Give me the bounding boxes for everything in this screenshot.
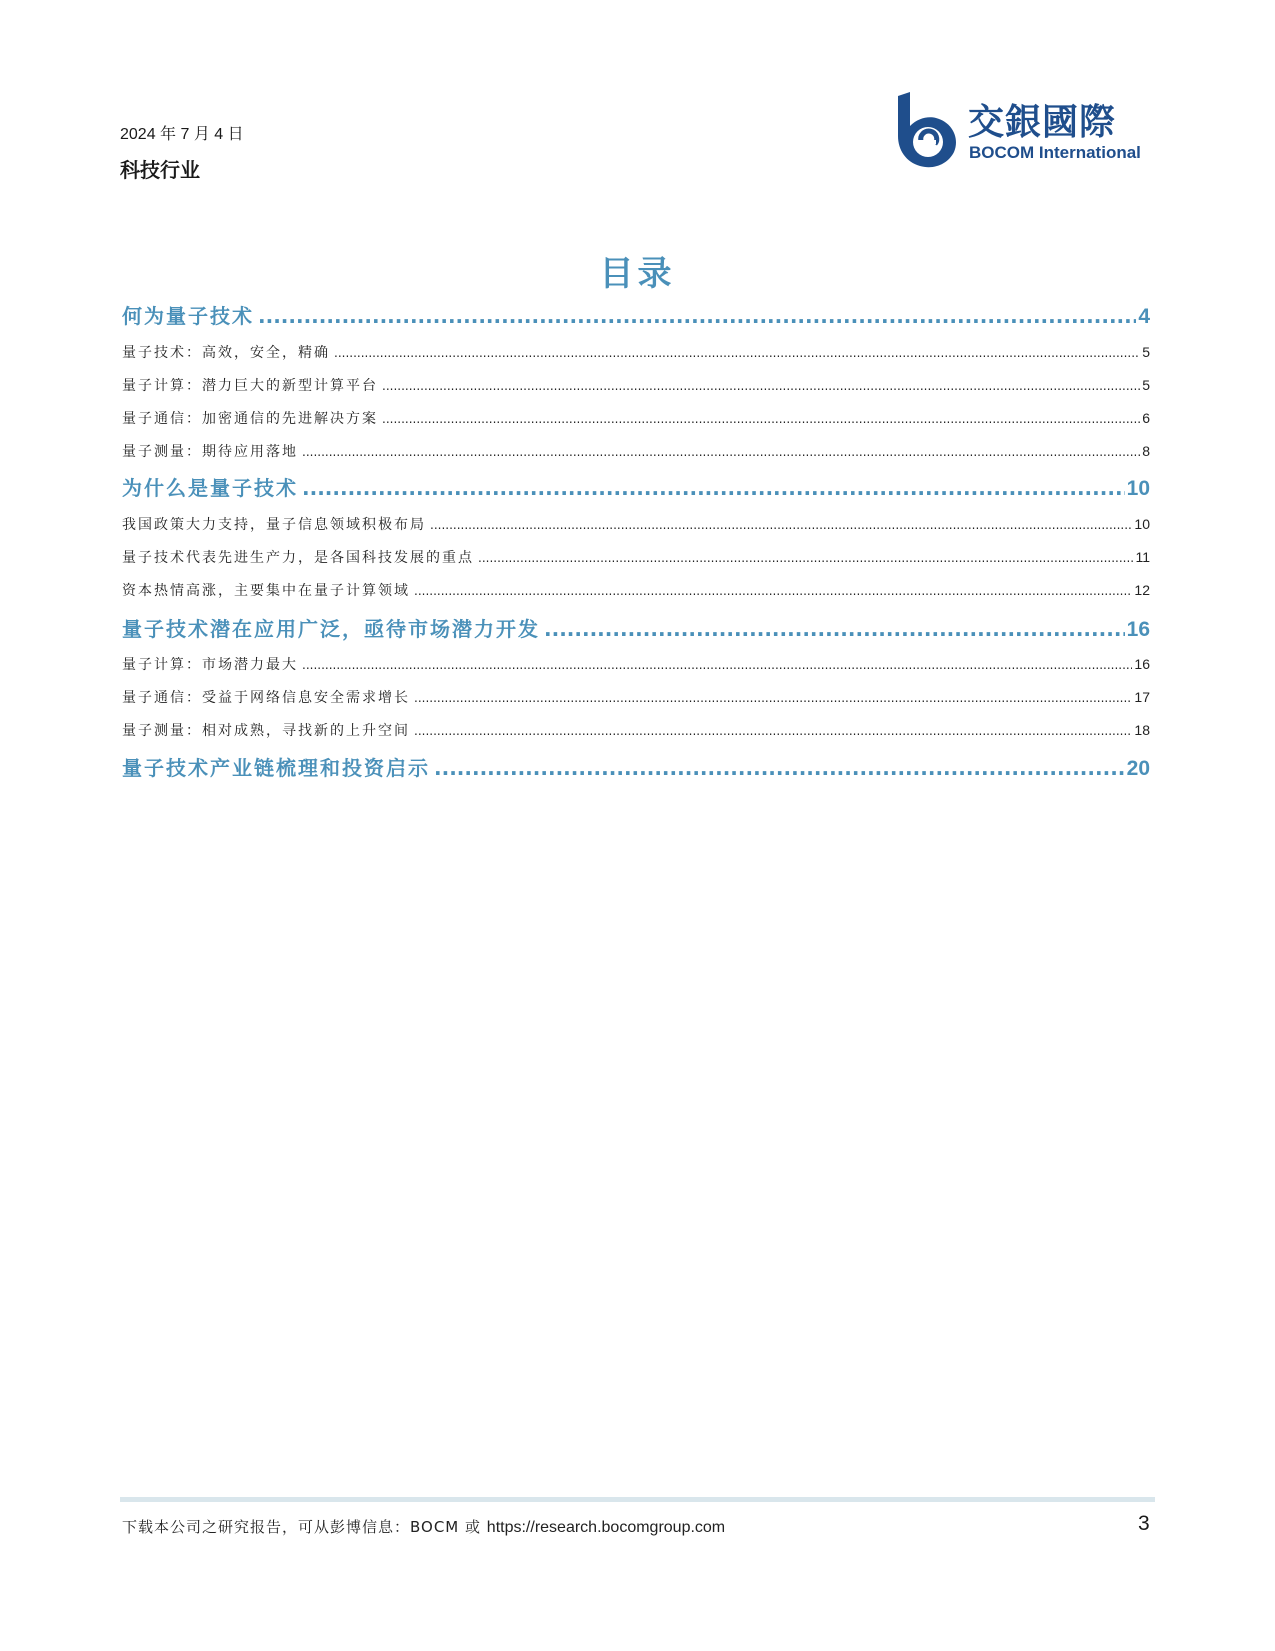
toc-entry-title: 我国政策大力支持，量子信息领域积极布局 xyxy=(122,517,426,533)
toc-entry-section[interactable] xyxy=(122,613,1150,642)
logo-name-en: BOCOM International xyxy=(969,143,1141,162)
toc-entry-page: 11 xyxy=(1135,549,1150,565)
toc-entry-title: 量子技术潜在应用广泛，亟待市场潜力开发 xyxy=(122,617,540,641)
sector-title: 科技行业 xyxy=(120,158,200,182)
toc-entry-subsection[interactable] xyxy=(122,441,1150,461)
toc-entry-page: 5 xyxy=(1142,344,1150,360)
toc-entry-title: 量子技术产业链梳理和投资启示 xyxy=(122,756,430,780)
toc-leader xyxy=(382,412,1140,426)
toc-leader xyxy=(430,518,1132,532)
toc-entry-title: 何为量子技术 xyxy=(122,304,254,328)
bocom-logo-icon xyxy=(888,92,964,168)
toc-entry-title: 量子技术：高效，安全，精确 xyxy=(122,345,330,361)
toc-entry-title: 量子通信：加密通信的先进解决方案 xyxy=(122,411,378,427)
toc-entry-subsection[interactable] xyxy=(122,580,1150,600)
toc-entry-title: 量子测量：相对成熟，寻找新的上升空间 xyxy=(122,723,410,739)
toc-leader xyxy=(414,724,1132,738)
toc-entry-page: 16 xyxy=(1126,618,1150,641)
toc-entry-page: 10 xyxy=(1134,516,1150,532)
toc-leader xyxy=(414,584,1132,598)
toc-leader xyxy=(302,658,1132,672)
toc-leader xyxy=(414,691,1132,705)
toc-entry-title: 为什么是量子技术 xyxy=(122,476,298,500)
toc-entry-page: 20 xyxy=(1126,757,1150,780)
footer-note xyxy=(122,1516,725,1537)
toc-entry-subsection[interactable] xyxy=(122,342,1150,362)
toc-entry-page: 6 xyxy=(1142,410,1150,426)
report-date: 2024 年 7 月 4 日 xyxy=(120,126,244,143)
toc-entry-page: 18 xyxy=(1134,722,1150,738)
company-logo xyxy=(888,92,1158,168)
toc-entry-subsection[interactable] xyxy=(122,547,1150,567)
toc-entry-title: 量子计算：市场潜力最大 xyxy=(122,657,298,673)
toc-entry-page: 17 xyxy=(1134,689,1150,705)
toc-leader xyxy=(382,379,1140,393)
toc-leader xyxy=(258,304,1136,328)
toc-leader xyxy=(478,551,1133,565)
toc-entry-subsection[interactable] xyxy=(122,687,1150,707)
toc-leader xyxy=(302,476,1125,500)
logo-name-cn: 交銀國際 xyxy=(968,102,1117,143)
toc-entry-page: 12 xyxy=(1134,582,1150,598)
toc-entry-page: 10 xyxy=(1126,477,1150,500)
toc-entry-section[interactable] xyxy=(122,300,1150,329)
toc-leader xyxy=(434,756,1125,780)
footer-download-text: 下载本公司之研究报告，可从彭博信息：BOCM 或 xyxy=(122,1518,487,1536)
toc-entry-subsection[interactable] xyxy=(122,408,1150,428)
toc-entry-subsection[interactable] xyxy=(122,654,1150,674)
toc-entry-page: 5 xyxy=(1142,377,1150,393)
toc-entry-page: 8 xyxy=(1142,443,1150,459)
toc-title: 目录 xyxy=(599,254,676,294)
toc-entry-title: 量子计算：潜力巨大的新型计算平台 xyxy=(122,378,378,394)
toc-entry-subsection[interactable] xyxy=(122,514,1150,534)
toc-entry-section[interactable] xyxy=(122,752,1150,781)
toc-entry-subsection[interactable] xyxy=(122,720,1150,740)
toc-entry-page: 16 xyxy=(1134,656,1150,672)
toc-entry-section[interactable] xyxy=(122,472,1150,501)
toc-entry-page: 4 xyxy=(1138,305,1150,328)
footer-url-link[interactable]: https://research.bocomgroup.com xyxy=(486,1519,726,1536)
toc-entry-title: 量子测量：期待应用落地 xyxy=(122,444,298,460)
toc-entry-subsection[interactable] xyxy=(122,375,1150,395)
toc-entry-title: 量子通信：受益于网络信息安全需求增长 xyxy=(122,690,410,706)
toc-entry-title: 量子技术代表先进生产力，是各国科技发展的重点 xyxy=(122,550,474,566)
toc-entry-title: 资本热情高涨，主要集中在量子计算领域 xyxy=(122,583,410,599)
toc-leader xyxy=(544,617,1125,641)
page-number: 3 xyxy=(1138,1512,1150,1535)
footer-divider xyxy=(120,1497,1155,1502)
toc-leader xyxy=(334,346,1140,360)
toc-leader xyxy=(302,445,1140,459)
